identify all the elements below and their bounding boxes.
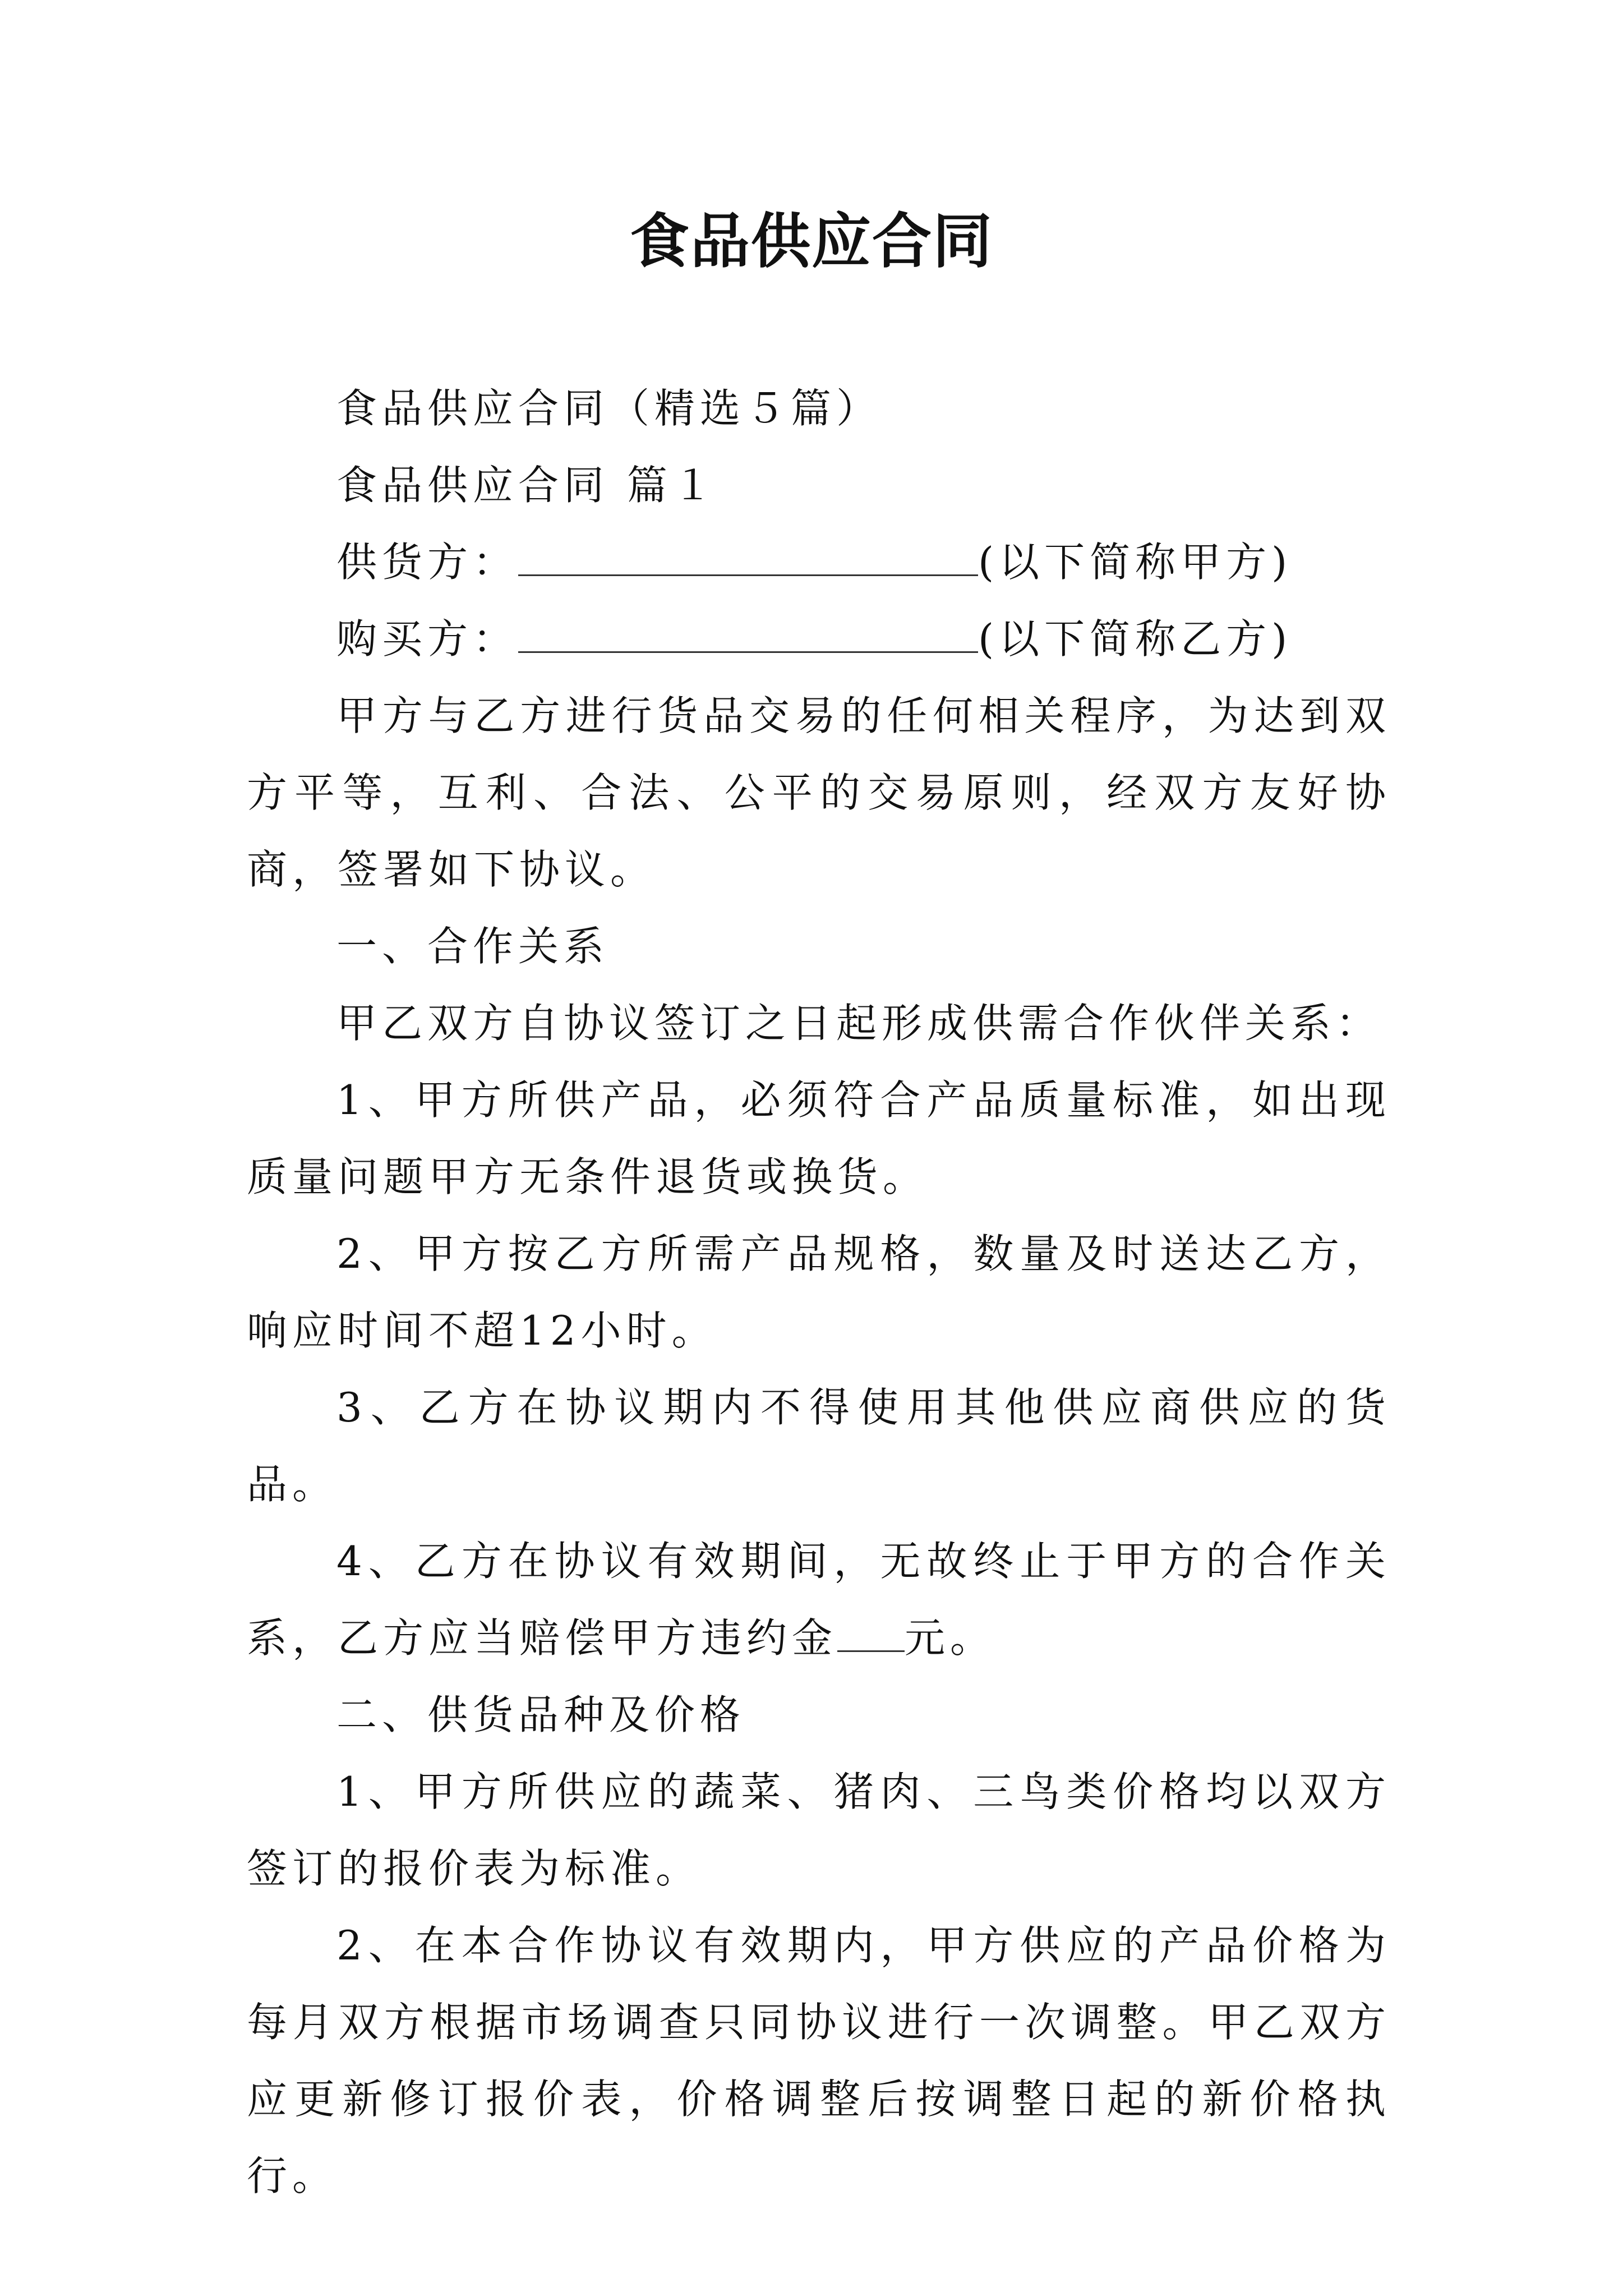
supplier-label: 供货方： [336,539,519,586]
cooperation-item-4-text: 4、乙方在协议有效期间，无故终止于甲方的合作关系，乙方应当赔偿甲方违约金 [247,1538,1391,1662]
buyer-line [247,601,1391,678]
buyer-label: 购买方： [336,615,519,662]
section-title: 食品供应合同 篇１ [336,462,718,509]
cooperation-item-1: 1、甲方所供产品，必须符合产品质量标准，如出现质量问题甲方无条件退货或换货。 [247,1076,1391,1200]
cooperation-item-4 [247,1523,1391,1677]
pricing-item-2: 2、在本合作协议有效期内，甲方供应的产品价格为每月双方根据市场调查只同协议进行一次调整。甲乙双方应更新修订报价表，价格调整后按调整日起的新价格执行。 [247,1922,1391,2200]
heading-pricing: 二、供货品种及价格 [336,1691,746,1738]
supplier-line [247,524,1391,601]
cooperation-item-3: 3、乙方在协议期内不得使用其他供应商供应的货品。 [247,1384,1391,1508]
heading-cooperation: 一、合作关系 [336,923,610,970]
buyer-blank [518,615,978,653]
supplier-blank [518,538,978,576]
penalty-blank [837,1614,905,1652]
cooperation-text: 甲乙双方自协议签订之日起形成供需合作伙伴关系： [336,1000,1382,1047]
supplier-suffix: (以下简称甲方) [978,539,1293,586]
document-title: 食品供应合同 [630,206,993,276]
pricing-item-1: 1、甲方所供应的蔬菜、猪肉、三鸟类价格均以双方签订的报价表为标准。 [247,1768,1391,1892]
cooperation-item-4-end: 元。 [905,1614,996,1662]
subtitle: 食品供应合同（精选５篇） [336,385,882,432]
intro-paragraph: 甲方与乙方进行货品交易的任何相关程序，为达到双方平等，互利、合法、公平的交易原则，经双方友好协商，签署如下协议。 [247,692,1391,893]
cooperation-item-2: 2、甲方按乙方所需产品规格，数量及时送达乙方，响应时间不超12小时。 [247,1230,1391,1354]
document-body [247,370,1391,2215]
buyer-suffix: (以下简称乙方) [978,615,1293,662]
